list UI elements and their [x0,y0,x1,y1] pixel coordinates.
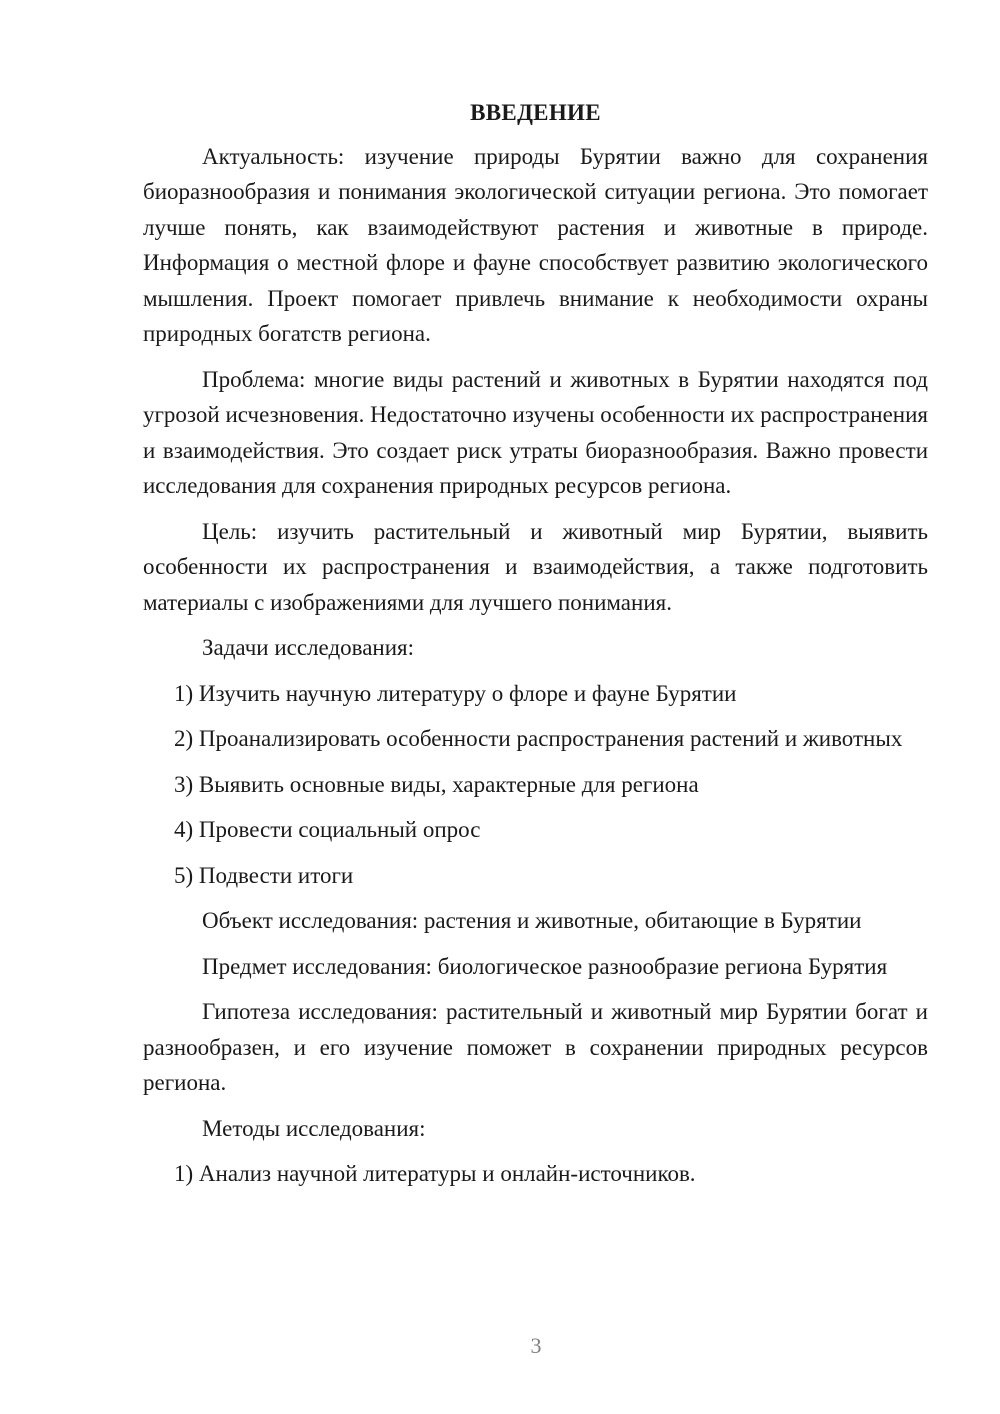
tasks-heading: Задачи исследования: [202,635,415,660]
relevance-paragraph: Актуальность: изучение природы Бурятии важно для сохранения биоразнообразия и понимания экологической ситуации региона. Это помогает лучше понять, как взаимодействуют растения и животные в природе. Информация о местной флоре и фауне способствует развитию экологического мышления. Проект помогает привлечь внимание к необходимости охраны природных богатств региона. [143,143,928,346]
task-item: 2) Проанализировать особенности распространения растений и животных [174,726,903,751]
goal-paragraph: Цель: изучить растительный и животный мир Бурятии, выявить особенности их распространения и взаимодействия, а также подготовить материалы с изображениями для лучшего понимания. [143,518,928,615]
task-item: 1) Изучить научную литературу о флоре и фауне Бурятии [174,680,737,706]
task-item: 4) Провести социальный опрос [174,817,481,842]
section-heading: ВВЕДЕНИЕ [470,100,601,125]
object-paragraph: Объект исследования: растения и животные, обитающие в Бурятии [202,908,862,933]
methods-heading: Методы исследования: [202,1115,426,1141]
subject-paragraph: Предмет исследования: биологическое разнообразие региона Бурятия [202,953,888,979]
page-content [143,95,928,1202]
problem-paragraph: Проблема: многие виды растений и животных в Бурятии находятся под угрозой исчезновения. Недостаточно изучены особенности их распространения и взаимодействия. Это создает риск утраты биоразнообразия. Важно провести исследования для сохранения природных ресурсов региона. [143,366,928,498]
page-number: 3 [530,1333,542,1358]
hypothesis-paragraph: Гипотеза исследования: растительный и животный мир Бурятии богат и разнообразен, и его изучение поможет в сохранении природных ресурсов региона. [143,999,928,1095]
task-item: 3) Выявить основные виды, характерные для региона [174,771,699,797]
task-item: 5) Подвести итоги [174,862,354,888]
method-item: 1) Анализ научной литературы и онлайн-источников. [174,1161,696,1186]
